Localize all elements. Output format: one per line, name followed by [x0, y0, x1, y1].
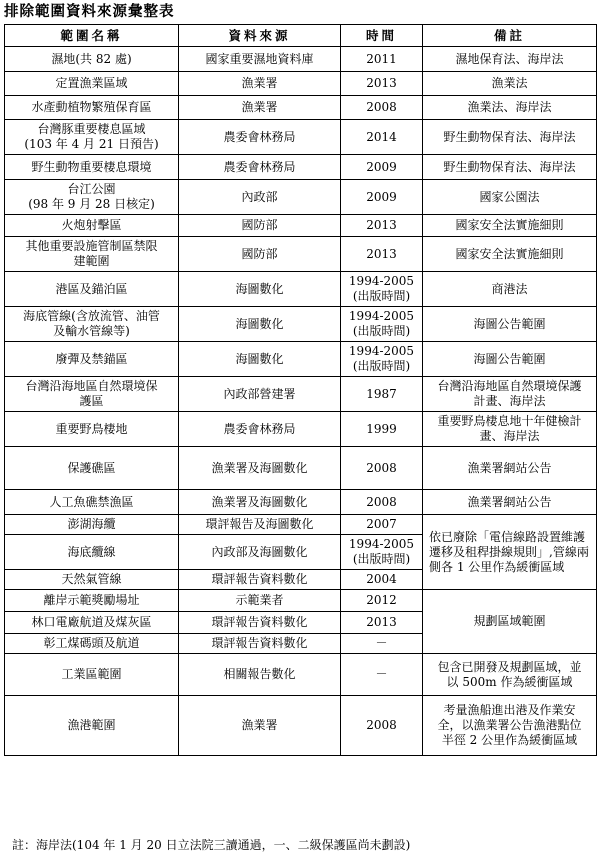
cell-line: 2012: [366, 593, 397, 607]
cell-line: 1994-2005: [348, 344, 415, 358]
cell-data-source: 漁業署: [179, 696, 341, 756]
cell-data-source: 相關報告數化: [179, 654, 341, 696]
table-row: [5, 237, 597, 272]
cell-line: 重要野鳥棲息地十年健檢計: [437, 414, 582, 428]
cell-line: 1994-2005: [348, 537, 415, 551]
cell-time: [341, 272, 423, 307]
cell-line: 包含已開發及規劃區域，並: [437, 659, 582, 674]
cell-time: [341, 612, 423, 634]
cell-line: 工業區範圍: [61, 667, 122, 681]
table-row: [5, 72, 597, 96]
cell-line: 漁業署網站公告: [467, 460, 552, 475]
cell-line: 台江公園: [67, 182, 116, 196]
cell-data-source: 農委會林務局: [179, 412, 341, 447]
cell-line: 國家安全法實施細則: [455, 218, 564, 232]
cell-data-source: 環評報告及海圖數化: [179, 515, 341, 535]
cell-line: 護區: [79, 394, 104, 408]
cell-range-name: [5, 535, 179, 570]
cell-time: [341, 515, 423, 535]
cell-note: [423, 342, 597, 377]
cell-line: 國家安全法實施細則: [455, 246, 564, 261]
cell-time: [341, 342, 423, 377]
header-row: [5, 25, 597, 47]
cell-line: 2013: [366, 246, 397, 261]
table-row: [5, 272, 597, 307]
table-row: [5, 412, 597, 447]
exclusion-data-sources-table: [4, 24, 597, 756]
cell-line: 2008: [366, 100, 397, 114]
table-row: [5, 447, 597, 490]
cell-range-name: [5, 180, 179, 215]
cell-time: [341, 96, 423, 120]
cell-data-source: 內政部及海圖數化: [179, 535, 341, 570]
table-row: [5, 96, 597, 120]
cell-line: 2011: [366, 51, 397, 66]
cell-line: 1999: [366, 421, 397, 436]
cell-line: 漁業法、海岸法: [467, 100, 552, 114]
cell-time: [341, 590, 423, 612]
cell-line: 其他重要設施管制區禁限: [25, 239, 158, 253]
cell-range-name: [5, 47, 179, 72]
cell-line: 以 500m 作為緩衝區域: [446, 674, 573, 689]
cell-line: 重要野鳥棲地: [55, 421, 128, 436]
cell-line: 台灣沿海地區自然環境保: [25, 379, 158, 393]
cell-line: 商港法: [491, 281, 528, 296]
cell-time: [341, 654, 423, 696]
cell-line: 2009: [366, 189, 397, 204]
cell-line: 澎湖海纜: [67, 517, 116, 531]
cell-range-name: [5, 72, 179, 96]
cell-note: [423, 96, 597, 120]
cell-line: 漁業法: [491, 76, 528, 90]
cell-line: 2013: [366, 218, 397, 232]
cell-time: [341, 120, 423, 155]
cell-range-name: [5, 654, 179, 696]
cell-line: 2008: [366, 494, 397, 509]
cell-time: [341, 307, 423, 342]
cell-range-name: [5, 155, 179, 180]
cell-line: 林口電廠航道及煤灰區: [31, 615, 152, 629]
table-row: [5, 215, 597, 237]
cell-range-name: [5, 490, 179, 515]
column-header-source: 資料來源: [179, 25, 341, 47]
cell-line: (98 年 9 月 28 日核定): [28, 197, 155, 211]
cell-range-name: [5, 342, 179, 377]
cell-time: [341, 412, 423, 447]
cell-range-name: [5, 96, 179, 120]
table-row: [5, 515, 597, 535]
cell-line: 野生動物保育法、海岸法: [443, 159, 576, 174]
cell-line: 2013: [366, 76, 397, 90]
cell-line: 港區及錨泊區: [55, 281, 128, 296]
cell-note-planning-area: 規劃區域範圍: [423, 590, 597, 654]
cell-line: 2008: [366, 460, 397, 475]
table-row: [5, 180, 597, 215]
cell-line: 漁業署網站公告: [467, 494, 552, 509]
cell-line: (出版時間): [352, 324, 411, 338]
table-row: [5, 155, 597, 180]
cell-line: 計畫、海岸法: [473, 394, 546, 408]
cell-range-name: [5, 447, 179, 490]
cell-data-source: 海圖數化: [179, 272, 341, 307]
cell-time: [341, 180, 423, 215]
table-row: [5, 490, 597, 515]
cell-range-name: [5, 612, 179, 634]
cell-data-source: 農委會林務局: [179, 155, 341, 180]
cell-line: 考量漁船進出港及作業安: [443, 703, 576, 717]
cell-time: [341, 570, 423, 590]
cell-line: 1994-2005: [348, 274, 415, 288]
cell-line: 國家公園法: [479, 189, 540, 204]
cell-line: 海底纜線: [67, 544, 116, 559]
cell-data-source: 海圖數化: [179, 307, 341, 342]
cell-line: 海圖公告範圍: [473, 316, 546, 331]
cell-line: 人工魚礁禁漁區: [49, 494, 134, 509]
cell-line: 全，以漁業署公告漁港點位: [437, 718, 582, 732]
table-row: [5, 47, 597, 72]
column-header-note: 備註: [423, 25, 597, 47]
table-row: [5, 307, 597, 342]
cell-time: [341, 237, 423, 272]
cell-note: [423, 47, 597, 72]
cell-note: [423, 307, 597, 342]
cell-data-source: 內政部: [179, 180, 341, 215]
cell-line: 海圖公告範圍: [473, 351, 546, 366]
cell-note-cable-buffer: 依已廢除「電信線路設置維護遷移及租稈掛線規則」,管線兩側各 1 公里作為緩衝區域: [423, 515, 597, 590]
cell-line: 2009: [366, 159, 397, 174]
cell-note: [423, 155, 597, 180]
cell-line: 半徑 2 公里作為緩衝區域: [441, 733, 578, 747]
cell-range-name: [5, 412, 179, 447]
cell-line: 1987: [366, 386, 397, 401]
cell-note: [423, 490, 597, 515]
cell-data-source: 示範業者: [179, 590, 341, 612]
cell-data-source: 環評報告資料數化: [179, 570, 341, 590]
cell-note: [423, 272, 597, 307]
cell-line: 台灣豚重要棲息區域: [37, 122, 146, 136]
cell-data-source: 漁業署: [179, 96, 341, 120]
column-header-time: 時間: [341, 25, 423, 47]
cell-line: 2004: [366, 572, 397, 586]
cell-data-source: 環評報告資料數化: [179, 612, 341, 634]
cell-data-source: 農委會林務局: [179, 120, 341, 155]
cell-line: 濕地(共 82 處): [51, 51, 132, 66]
cell-line: 彰工煤碼頭及航道: [43, 636, 140, 650]
column-header-name: 範圍名稱: [5, 25, 179, 47]
cell-note: [423, 447, 597, 490]
cell-range-name: [5, 237, 179, 272]
cell-line: 天然氣管線: [61, 572, 122, 586]
cell-time: [341, 72, 423, 96]
table-row: [5, 377, 597, 412]
cell-line: (出版時間): [352, 359, 411, 373]
cell-line: 定置漁業區域: [55, 76, 128, 90]
cell-data-source: 海圖數化: [179, 342, 341, 377]
cell-time: [341, 634, 423, 654]
cell-line: 野生動物保育法、海岸法: [443, 129, 576, 144]
cell-line: 野生動物重要棲息環境: [31, 159, 152, 174]
cell-data-source: 內政部營建署: [179, 377, 341, 412]
cell-time: [341, 535, 423, 570]
cell-line: (出版時間): [352, 289, 411, 303]
cell-note: [423, 180, 597, 215]
cell-time: [341, 490, 423, 515]
cell-data-source: 國家重要濕地資料庫: [179, 47, 341, 72]
cell-line: (103 年 4 月 21 日預告): [24, 137, 159, 151]
cell-range-name: [5, 696, 179, 756]
cell-time: [341, 47, 423, 72]
cell-line: 海底管線(含放流管、油管: [23, 309, 160, 323]
cell-time: [341, 696, 423, 756]
cell-line: 2014: [366, 129, 397, 144]
table-title: 排除範圍資料來源彙整表: [4, 3, 175, 20]
table-row: [5, 342, 597, 377]
cell-line: 建範圍: [73, 254, 110, 268]
cell-line: －: [375, 667, 388, 681]
cell-line: 漁港範圍: [67, 718, 116, 732]
table-row: [5, 696, 597, 756]
cell-range-name: [5, 570, 179, 590]
table-row: [5, 654, 597, 696]
table-row: [5, 590, 597, 612]
cell-line: 2008: [366, 718, 397, 732]
cell-line: 1994-2005: [348, 309, 415, 323]
cell-line: 離岸示範獎勵場址: [43, 593, 140, 607]
cell-line: 廢彈及禁錨區: [55, 351, 128, 366]
cell-range-name: [5, 272, 179, 307]
cell-note: [423, 696, 597, 756]
cell-line: 保護礁區: [67, 460, 116, 475]
cell-range-name: [5, 120, 179, 155]
cell-range-name: [5, 307, 179, 342]
cell-line: (出版時間): [352, 552, 411, 566]
cell-range-name: [5, 377, 179, 412]
cell-range-name: [5, 634, 179, 654]
cell-data-source: 漁業署: [179, 72, 341, 96]
cell-note: [423, 377, 597, 412]
cell-note: [423, 215, 597, 237]
cell-data-source: 環評報告資料數化: [179, 634, 341, 654]
cell-line: 2013: [366, 615, 397, 629]
cell-data-source: 國防部: [179, 237, 341, 272]
cell-line: 畫、海岸法: [479, 429, 540, 443]
cell-note: [423, 237, 597, 272]
cell-note: [423, 654, 597, 696]
cell-line: 台灣沿海地區自然環境保護: [437, 379, 582, 393]
cell-range-name: [5, 515, 179, 535]
cell-line: 水產動植物繁殖保育區: [31, 100, 152, 114]
cell-line: 火炮射擊區: [61, 218, 122, 232]
cell-line: 及輸水管線等): [53, 324, 130, 338]
cell-line: 2007: [366, 517, 397, 531]
cell-line: －: [375, 636, 388, 650]
cell-note: [423, 412, 597, 447]
cell-note: [423, 72, 597, 96]
cell-time: [341, 155, 423, 180]
footnote: 註：海岸法(104 年 1 月 20 日立法院三讀通過，一、二級保護區尚未劃設): [12, 838, 411, 852]
cell-time: [341, 215, 423, 237]
cell-note: [423, 120, 597, 155]
cell-data-source: 漁業署及海圖數化: [179, 490, 341, 515]
cell-data-source: 漁業署及海圖數化: [179, 447, 341, 490]
cell-data-source: 國防部: [179, 215, 341, 237]
cell-range-name: [5, 215, 179, 237]
cell-line: 濕地保育法、海岸法: [455, 51, 564, 66]
cell-time: [341, 447, 423, 490]
cell-range-name: [5, 590, 179, 612]
table-row: [5, 120, 597, 155]
cell-time: [341, 377, 423, 412]
